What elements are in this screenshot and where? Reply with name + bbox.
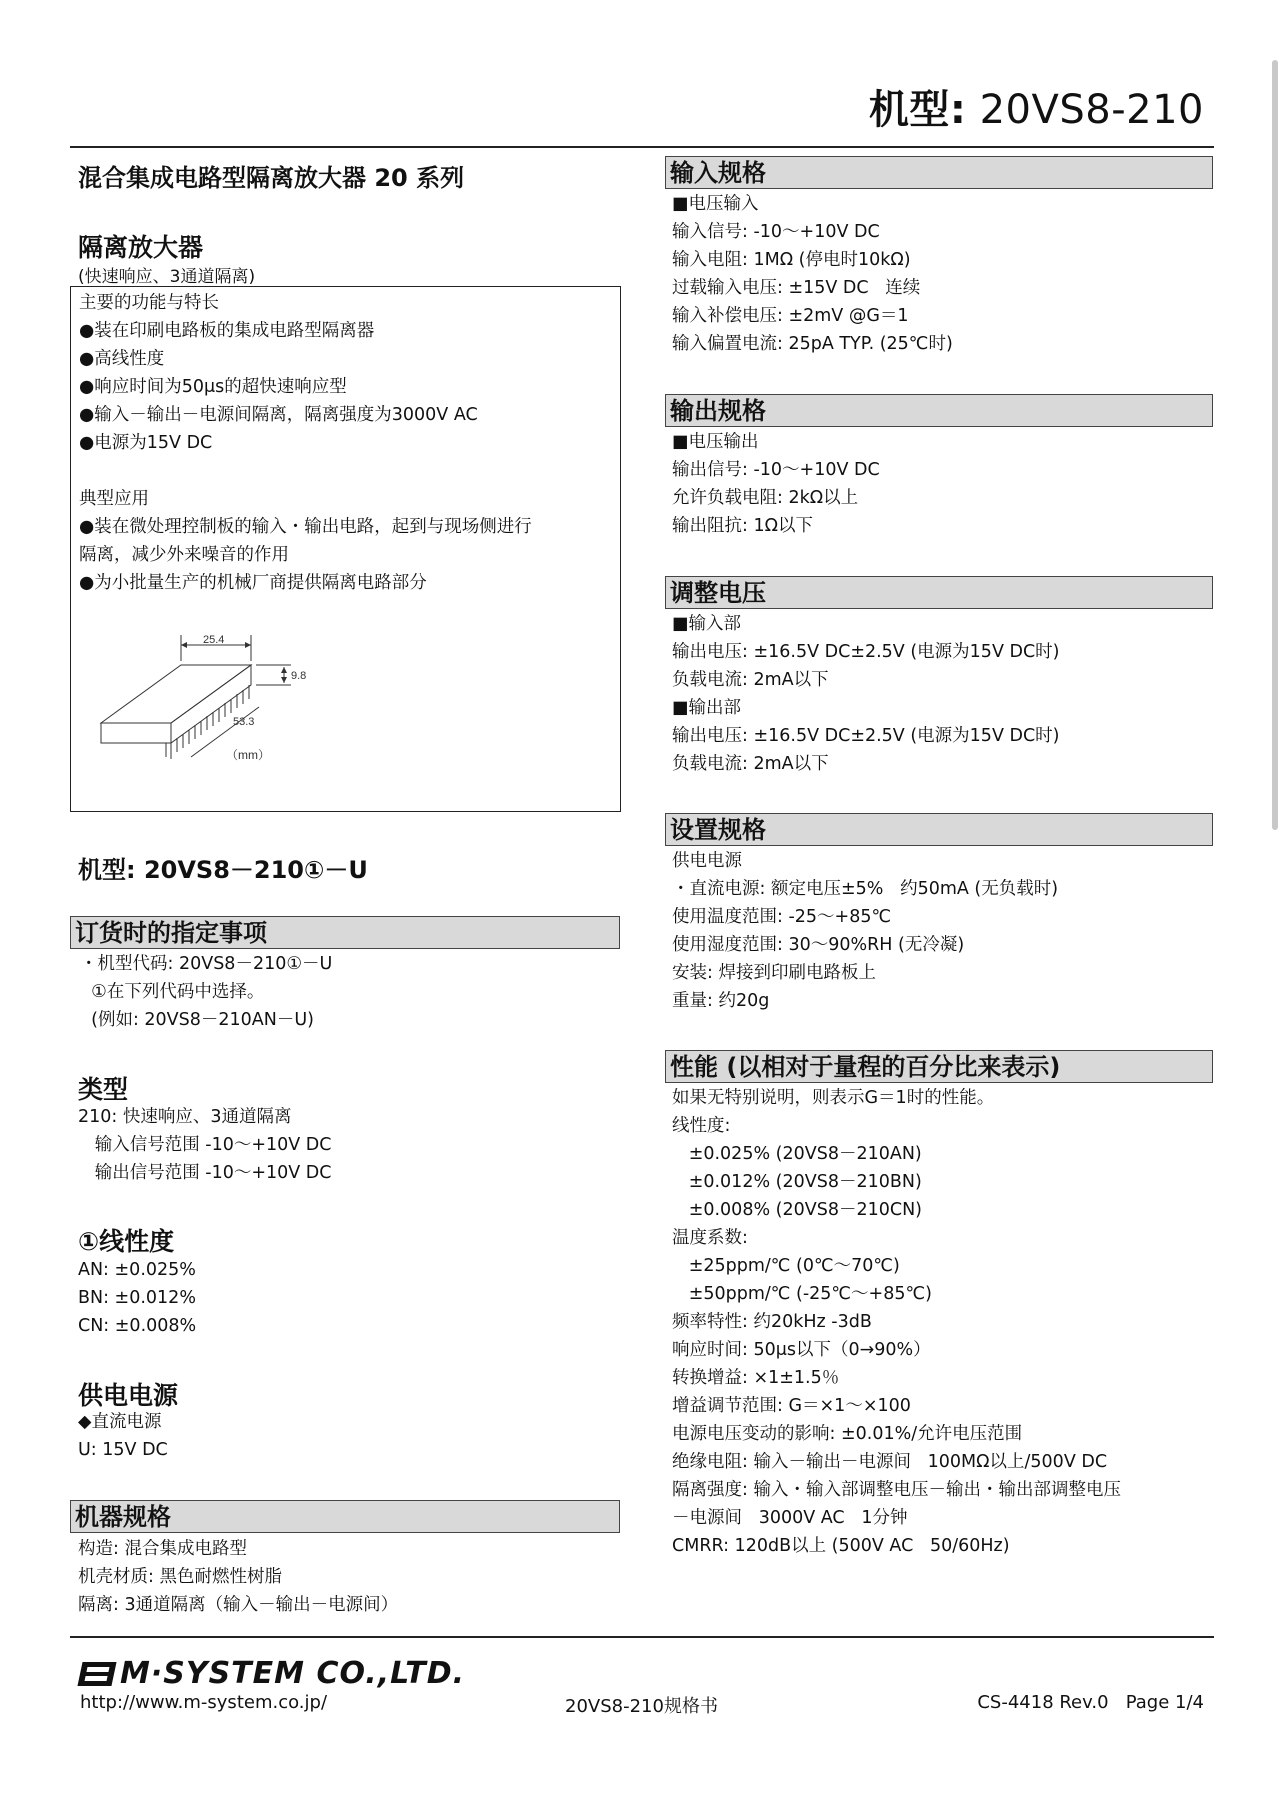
- text-line: 转换增益: ×1±1.5％: [672, 1368, 840, 1388]
- text-line: 隔离: 3通道隔离（输入－输出－电源间）: [78, 1595, 399, 1615]
- text-line: ・机型代码: 20VS8－210①－U: [80, 954, 333, 974]
- text-line: 输入信号范围 -10～+10V DC: [78, 1135, 332, 1155]
- text-line: 主要的功能与特长: [79, 293, 219, 313]
- input-heading: 输入规格: [665, 156, 1213, 189]
- text-line: 增益调节范围: G＝×1～×100: [672, 1396, 911, 1416]
- text-line: 电源电压变动的影响: ±0.01%/允许电压范围: [672, 1424, 1023, 1444]
- series-title: 混合集成电路型隔离放大器 20 系列: [78, 164, 465, 192]
- text-line: 温度系数:: [672, 1228, 748, 1248]
- text-line: ■输入部: [672, 614, 742, 634]
- m-system-logo-icon: [77, 1662, 116, 1686]
- text-line: ●为小批量生产的机械厂商提供隔离电路部分: [79, 573, 427, 593]
- text-line: 隔离强度: 输入・输入部调整电压－输出・输出部调整电压: [672, 1480, 1121, 1500]
- text-line: ・直流电源: 额定电压±5% 约50mA (无负载时): [672, 879, 1059, 899]
- text-line: 负载电流: 2mA以下: [672, 754, 829, 774]
- scrollbar[interactable]: [1272, 60, 1278, 830]
- text-line: 输入电阻: 1MΩ (停电时10kΩ): [672, 250, 911, 270]
- text-line: BN: ±0.012%: [78, 1288, 196, 1308]
- text-line: 频率特性: 约20kHz -3dB: [672, 1312, 872, 1332]
- text-line: 隔离，减少外来噪音的作用: [79, 545, 289, 565]
- chip-front-face: [101, 723, 171, 743]
- input-list: [672, 190, 953, 358]
- power-heading: 供电电源: [78, 1381, 179, 1410]
- linearity-heading: ①线性度: [78, 1227, 175, 1256]
- performance-list: [672, 1084, 1121, 1560]
- text-line: ■输出部: [672, 698, 742, 718]
- text-line: 构造: 混合集成电路型: [78, 1539, 247, 1559]
- text-line: ±0.025% (20VS8－210AN): [672, 1144, 922, 1164]
- text-line: 供电电源: [672, 851, 742, 871]
- top-rule: [70, 146, 1214, 148]
- output-list: [672, 428, 880, 540]
- text-line: CN: ±0.008%: [78, 1316, 197, 1336]
- dim-height-label: 9.8: [291, 670, 307, 682]
- machine-heading: 机器规格: [70, 1500, 620, 1533]
- text-line: 输出电压: ±16.5V DC±2.5V (电源为15V DC时): [672, 642, 1060, 662]
- text-line: 负载电流: 2mA以下: [672, 670, 829, 690]
- text-line: ①在下列代码中选择。: [80, 982, 265, 1002]
- text-line: 210: 快速响应、3通道隔离: [78, 1107, 292, 1127]
- bottom-rule: [70, 1636, 1214, 1638]
- text-line: ●响应时间为50μs的超快速响应型: [79, 377, 347, 397]
- footer-doc-ref: CS-4418 Rev.0 Page 1/4: [977, 1692, 1204, 1713]
- product-subtitle: (快速响应、3通道隔离): [78, 267, 256, 287]
- text-line: 绝缘电阻: 输入－输出－电源间 100MΩ以上/500V DC: [672, 1452, 1108, 1472]
- text-line: (例如: 20VS8－210AN－U): [80, 1010, 314, 1030]
- power-list: [78, 1408, 168, 1464]
- type-list: [78, 1103, 332, 1187]
- chip-side-face: [171, 665, 251, 743]
- text-line: 重量: 约20g: [672, 991, 770, 1011]
- text-line: 输出阻抗: 1Ω以下: [672, 516, 813, 536]
- text-line: 响应时间: 50μs以下（0→90%）: [672, 1340, 931, 1360]
- install-heading: 设置规格: [665, 813, 1213, 846]
- dim-length-label: 53.3: [233, 716, 255, 728]
- text-line: ±0.012% (20VS8－210BN): [672, 1172, 922, 1192]
- text-line: ●输入－输出－电源间隔离，隔离强度为3000V AC: [79, 405, 478, 425]
- text-line: －电源间 3000V AC 1分钟: [672, 1508, 908, 1528]
- adjust-heading: 调整电压: [665, 576, 1213, 609]
- features-list: [79, 289, 532, 597]
- company-logo: M·SYSTEM CO.,LTD.: [80, 1656, 465, 1691]
- adjust-list: [672, 610, 1060, 778]
- text-line: ●电源为15V DC: [79, 433, 213, 453]
- footer-url[interactable]: http://www.m-system.co.jp/: [80, 1692, 328, 1713]
- linearity-list: [78, 1256, 196, 1340]
- type-heading: 类型: [78, 1075, 129, 1104]
- text-line: 输出电压: ±16.5V DC±2.5V (电源为15V DC时): [672, 726, 1060, 746]
- text-line: AN: ±0.025%: [78, 1260, 196, 1280]
- features-box: [70, 286, 621, 812]
- performance-heading: 性能 (以相对于量程的百分比来表示): [665, 1050, 1213, 1083]
- text-line: 如果无特别说明，则表示G＝1时的性能。: [672, 1088, 995, 1108]
- text-line: 过载输入电压: ±15V DC 连续: [672, 278, 921, 298]
- install-list: [672, 847, 1058, 1015]
- dim-width-label: 25.4: [203, 634, 225, 646]
- ordering-heading: 订货时的指定事项: [70, 916, 620, 949]
- text-line: 使用湿度范围: 30～90%RH (无冷凝): [672, 935, 965, 955]
- text-line: CMRR: 120dB以上 (500V AC 50/60Hz): [672, 1536, 1010, 1556]
- text-line: 安装: 焊接到印刷电路板上: [672, 963, 876, 983]
- text-line: ±25ppm/℃ (0℃～70℃): [672, 1256, 900, 1276]
- ordering-list: [80, 950, 332, 1034]
- text-line: 使用温度范围: -25～+85℃: [672, 907, 892, 927]
- text-line: 输出信号: -10～+10V DC: [672, 460, 880, 480]
- dim-unit-label: （mm）: [226, 748, 270, 762]
- text-line: ●装在印刷电路板的集成电路型隔离器: [79, 321, 375, 341]
- text-line: 输入偏置电流: 25pA TYP. (25℃时): [672, 334, 953, 354]
- text-line: ■电压输入: [672, 194, 759, 214]
- model-code: 机型: 20VS8－210①－U: [78, 856, 368, 884]
- product-name: 隔离放大器: [78, 233, 204, 262]
- output-heading: 输出规格: [665, 394, 1213, 427]
- text-line: ±0.008% (20VS8－210CN): [672, 1200, 922, 1220]
- text-line: ±50ppm/℃ (-25℃～+85℃): [672, 1284, 932, 1304]
- machine-list: [78, 1535, 398, 1619]
- text-line: 机壳材质: 黑色耐燃性树脂: [78, 1567, 282, 1587]
- text-line: 输出信号范围 -10～+10V DC: [78, 1163, 332, 1183]
- text-line: ◆直流电源: [78, 1412, 162, 1432]
- dimension-drawing: [91, 625, 351, 785]
- text-line: 典型应用: [79, 489, 149, 509]
- text-line: ●高线性度: [79, 349, 165, 369]
- model-title: 机型: 20VS8-210: [868, 87, 1204, 133]
- text-line: U: 15V DC: [78, 1440, 168, 1460]
- text-line: [79, 457, 532, 485]
- text-line: 线性度:: [672, 1116, 731, 1136]
- text-line: 输入补偿电压: ±2mV @G＝1: [672, 306, 909, 326]
- text-line: 输入信号: -10～+10V DC: [672, 222, 880, 242]
- chip-top-face: [101, 665, 251, 723]
- text-line: ■电压输出: [672, 432, 759, 452]
- text-line: 允许负载电阻: 2kΩ以上: [672, 488, 859, 508]
- footer-doc-title: 20VS8-210规格书: [565, 1696, 718, 1717]
- text-line: ●装在微处理控制板的输入・输出电路，起到与现场侧进行: [79, 517, 532, 537]
